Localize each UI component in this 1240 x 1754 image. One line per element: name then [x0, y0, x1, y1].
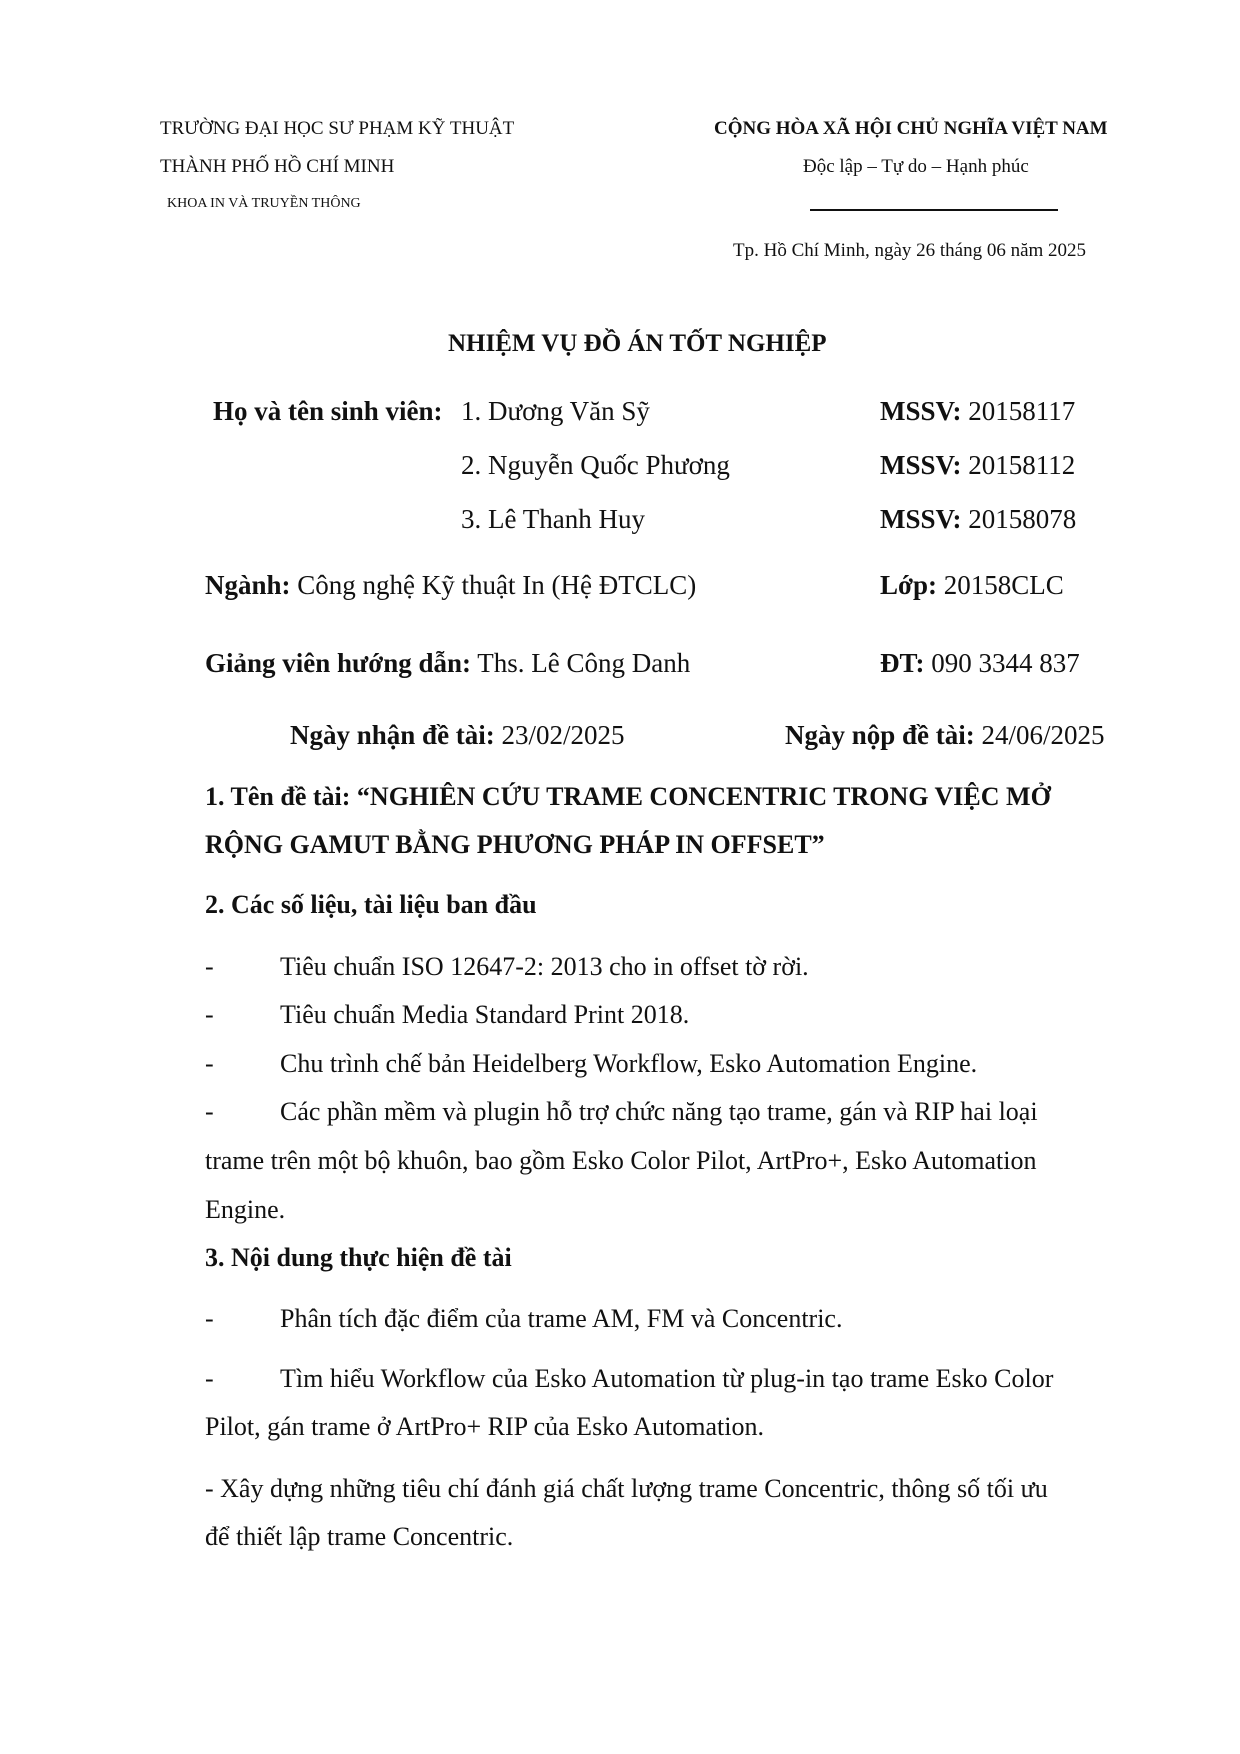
list-item-line2: Pilot, gán trame ở ArtPro+ RIP của Esko Automation. — [205, 1412, 764, 1441]
national-motto: Độc lập – Tự do – Hạnh phúc — [803, 156, 1029, 177]
bullet-dash: - — [205, 952, 214, 981]
students-label: Họ và tên sinh viên: — [213, 396, 443, 426]
university-city: THÀNH PHỐ HỒ CHÍ MINH — [160, 156, 395, 177]
bullet-dash: - — [205, 1049, 214, 1078]
submit-date: Ngày nộp đề tài: 24/06/2025 — [785, 720, 1105, 750]
phone-line: ĐT: 090 3344 837 — [880, 648, 1080, 678]
student-mssv: MSSV: 20158117 — [880, 396, 1076, 426]
list-item: Tiêu chuẩn Media Standard Print 2018. — [280, 1000, 690, 1029]
list-item-line2: trame trên một bộ khuôn, bao gồm Esko Color Pilot, ArtPro+, Esko Automation — [205, 1146, 1037, 1175]
header-rule — [810, 209, 1058, 211]
student-mssv: MSSV: 20158078 — [880, 504, 1077, 534]
section3-heading: 3. Nội dung thực hiện đề tài — [205, 1243, 512, 1272]
date-line: Tp. Hồ Chí Minh, ngày 26 tháng 06 năm 2025 — [733, 240, 1087, 261]
major-line: Ngành: Công nghệ Kỹ thuật In (Hệ ĐTCLC) — [205, 570, 697, 600]
student-mssv: MSSV: 20158112 — [880, 450, 1076, 480]
list-item: Phân tích đặc điểm của trame AM, FM và Concentric. — [280, 1304, 843, 1333]
list-item-line2: để thiết lập trame Concentric. — [205, 1522, 514, 1551]
list-item: Chu trình chế bản Heidelberg Workflow, Esko Automation Engine. — [280, 1049, 978, 1078]
bullet-dash: - — [205, 1364, 214, 1393]
section2-heading: 2. Các số liệu, tài liệu ban đầu — [205, 890, 537, 919]
received-date: Ngày nhận đề tài: 23/02/2025 — [290, 720, 625, 750]
list-item-line1: Các phần mềm và plugin hỗ trợ chức năng tạo trame, gán và RIP hai loại — [280, 1097, 1038, 1126]
university-name: TRƯỜNG ĐẠI HỌC SƯ PHẠM KỸ THUẬT — [160, 118, 515, 139]
student-name: 3. Lê Thanh Huy — [461, 504, 645, 534]
bullet-dash: - — [205, 1097, 214, 1126]
faculty-name: KHOA IN VÀ TRUYỀN THÔNG — [167, 196, 361, 211]
section1-title-line2: RỘNG GAMUT BẰNG PHƯƠNG PHÁP IN OFFSET” — [205, 830, 825, 859]
advisor-line: Giảng viên hướng dẫn: Ths. Lê Công Danh — [205, 648, 691, 678]
list-item: Tiêu chuẩn ISO 12647-2: 2013 cho in offset tờ rời. — [280, 952, 809, 981]
list-item-line1: - Xây dựng những tiêu chí đánh giá chất lượng trame Concentric, thông số tối ưu — [205, 1474, 1048, 1503]
class-line: Lớp: 20158CLC — [880, 570, 1064, 600]
list-item-line3: Engine. — [205, 1195, 286, 1224]
national-title: CỘNG HÒA XÃ HỘI CHỦ NGHĨA VIỆT NAM — [714, 118, 1108, 139]
list-item-line1: Tìm hiểu Workflow của Esko Automation từ plug-in tạo trame Esko Color — [280, 1364, 1054, 1393]
document-title: NHIỆM VỤ ĐỒ ÁN TỐT NGHIỆP — [448, 330, 827, 357]
student-name: 1. Dương Văn Sỹ — [461, 396, 650, 426]
bullet-dash: - — [205, 1304, 214, 1333]
bullet-dash: - — [205, 1000, 214, 1029]
section1-title-line1: 1. Tên đề tài: “NGHIÊN CỨU TRAME CONCENTRIC TRONG VIỆC MỞ — [205, 782, 1051, 811]
student-name: 2. Nguyễn Quốc Phương — [461, 450, 730, 480]
